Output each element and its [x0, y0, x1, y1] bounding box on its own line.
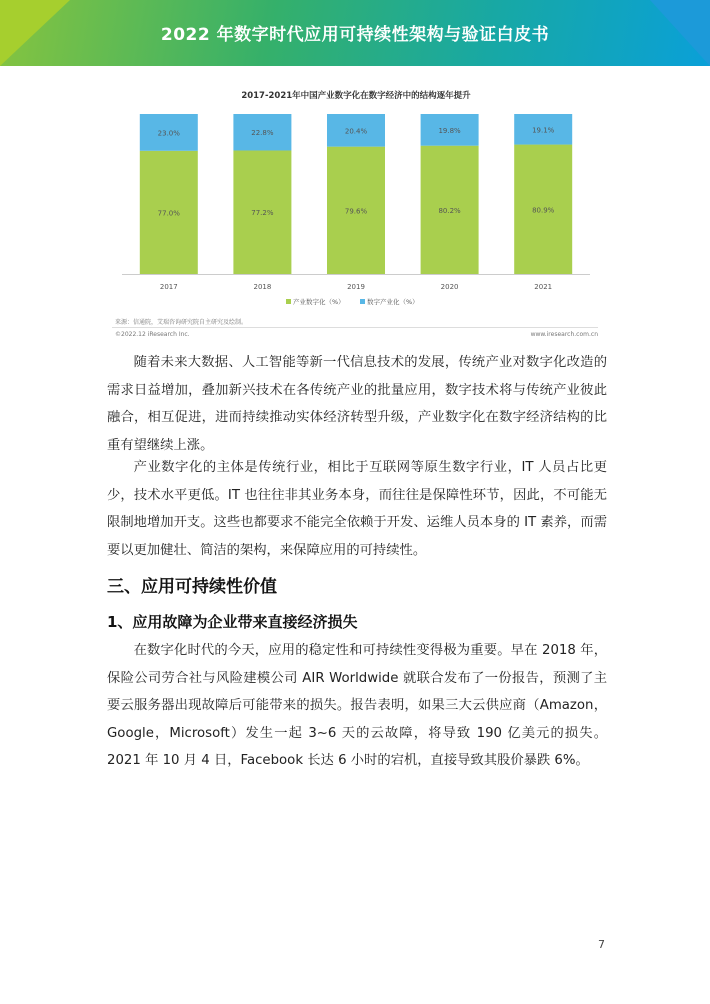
data-label-digital-2017: 23.0% — [157, 129, 180, 138]
figure-divider — [112, 327, 598, 328]
data-label-industry-2019: 79.6% — [344, 207, 368, 216]
stacked-bar-chart — [112, 84, 600, 322]
x-tick-label-2018: 2018 — [253, 283, 272, 291]
section-heading: 三、应用可持续性价值 — [107, 577, 277, 597]
body-paragraph-2: 产业数字化的主体是传统行业，相比于互联网等原生数字行业，IT 人员占比更少，技术水平更低。IT 也往往非其业务本身，而往往是保障性环节，因此，不可能无限制地增加开支。这些也都要求不能完全依赖于开发、运维人员本身的 IT 素养，而需要以更加健壮、简洁的架构，来保障应用的可持续性。 — [107, 460, 607, 558]
website-text: www.iresearch.com.cn — [530, 331, 598, 338]
x-tick-label-2019: 2019 — [347, 283, 365, 291]
sub-heading: 1、应用故障为企业带来直接经济损失 — [107, 613, 358, 631]
x-tick-label-2020: 2020 — [440, 283, 459, 291]
chart-source-note: 来源：信通院，艾瑞咨询研究院自主研究及绘制。 — [115, 319, 248, 326]
data-label-industry-2018: 77.2% — [251, 209, 274, 218]
data-label-digital-2021: 19.1% — [532, 126, 555, 135]
legend-swatch-digital-industrialization — [360, 299, 365, 304]
page-number: 7 — [598, 938, 605, 951]
data-label-digital-2018: 22.8% — [251, 129, 274, 138]
body-paragraph-1: 随着未来大数据、人工智能等新一代信息技术的发展，传统产业对数字化改造的需求日益增加，叠加新兴技术在各传统产业的批量应用，数字技术将与传统产业彼此融合，相互促进，进而持续推动实体经济转型升级，产业数字化在数字经济结构的比重有望继续上涨。 — [107, 355, 607, 453]
body-paragraph-3: 在数字化时代的今天，应用的稳定性和可持续性变得极为重要。早在 2018 年，保险公司劳合社与风险建模公司 AIR Worldwide 就联合发布了一份报告，预测了主要云服务器出现故障后可能带来的损失。报告表明，如果三大云供应商（Amazon，Google，Microsoft）发生一起 3~6 天的云故障，将导致 190 亿美元的损失。2021 年 10 月 4 日，Facebook 长达 6 小时的宕机，直接导致其股价暴跌 6%。 — [107, 643, 607, 768]
legend-swatch-industry-digitalization — [286, 299, 291, 304]
legend-label-digital-industrialization: 数字产业化（%） — [367, 298, 419, 306]
data-label-industry-2017: 77.0% — [157, 209, 180, 218]
x-tick-label-2021: 2021 — [534, 283, 553, 291]
chart-title: 2017-2021年中国产业数字化在数字经济中的结构逐年提升 — [241, 91, 471, 101]
data-label-digital-2020: 19.8% — [438, 126, 461, 135]
copyright-text: ©2022.12 iResearch Inc. — [115, 331, 190, 338]
legend-label-industry-digitalization: 产业数字化（%） — [293, 298, 345, 306]
x-tick-label-2017: 2017 — [159, 283, 178, 291]
page-header — [0, 0, 710, 66]
data-label-industry-2021: 80.9% — [532, 206, 555, 215]
document-title: 2022 年数字时代应用可持续性架构与验证白皮书 — [160, 25, 550, 45]
data-label-industry-2020: 80.2% — [438, 206, 461, 215]
chart-figure — [112, 84, 600, 346]
data-label-digital-2019: 20.4% — [344, 127, 368, 136]
